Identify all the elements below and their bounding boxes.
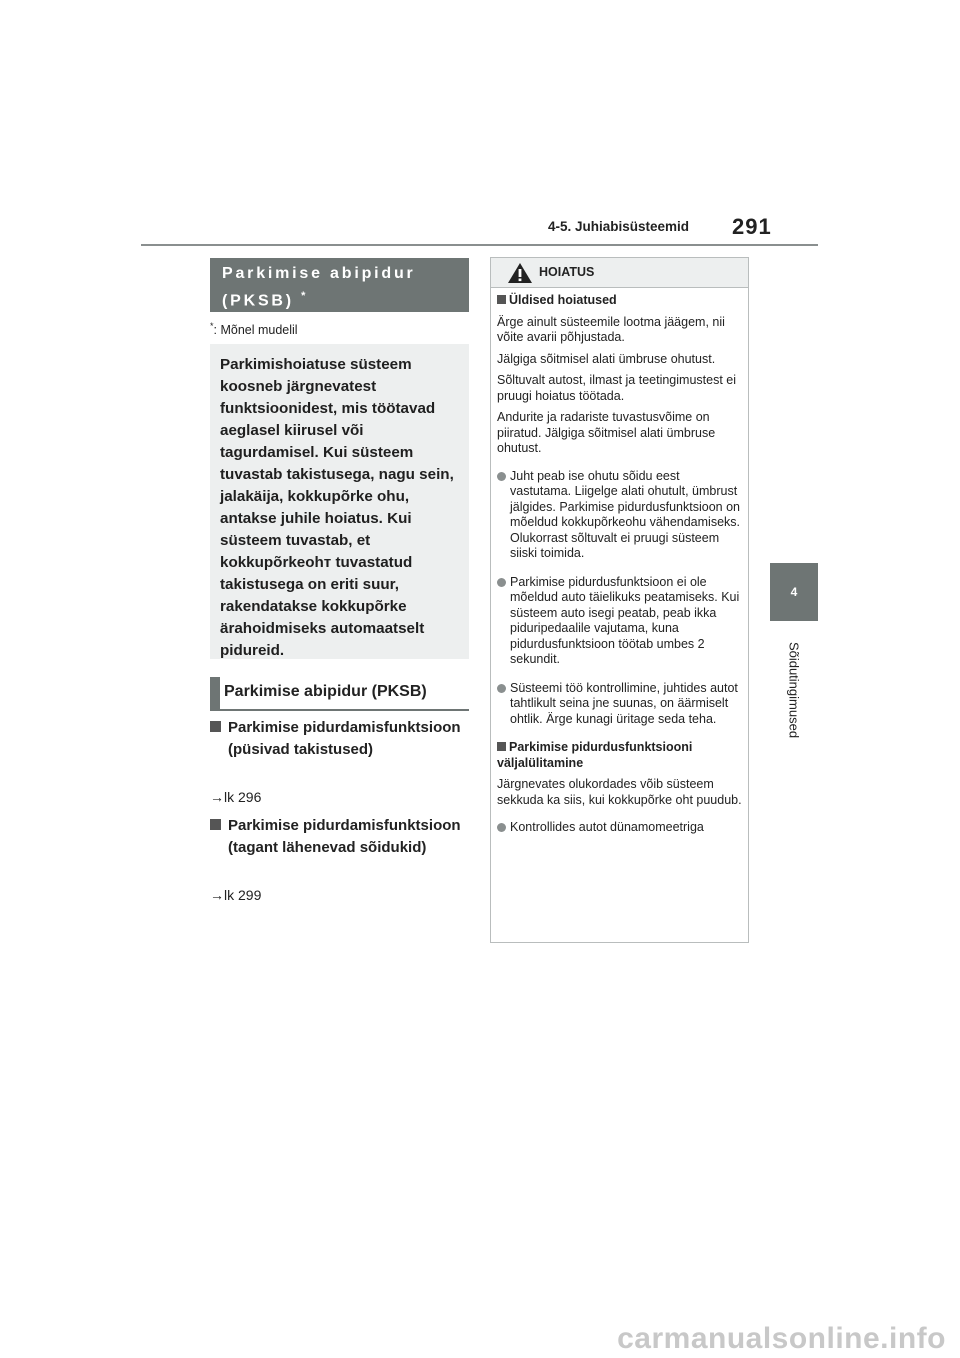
warning-disable-heading (497, 740, 743, 771)
subheading-pksb (210, 677, 469, 711)
warning-paragraph: Jälgiga sõitmisel alati ümbruse ohutust. (497, 351, 716, 366)
square-bullet-icon (210, 819, 221, 830)
warning-bullet-text: Parkimise pidurdusfunktsioon ei ole mõeldud auto täielikuks peatamiseks. Kui süsteem auto isegi peatab, peab ikka piduripedaalile vajutama, kuna pidurdusfunktsioon töötab umbes 2 sekundit. (510, 574, 740, 666)
subsection-title: Parkimise pidurdamisfunktsioon (püsivad takistused) (228, 719, 461, 758)
warning-paragraph: Järgnevates olukordades võib süsteem sekkuda ka siis, kui kokkupõrke oht puudub. (497, 777, 742, 807)
warning-general-heading-text: Üldised hoiatused (509, 293, 617, 307)
intro-box (210, 344, 469, 659)
chapter-number: 4 (790, 585, 798, 599)
header-rule (141, 244, 818, 246)
footnote (210, 321, 298, 337)
subsection-static-obstacles (210, 717, 472, 761)
watermark-text: carmanualsonline.info (617, 1322, 946, 1355)
warning-disable-heading-text: Parkimise pidurdusfunktsiooni väljalülitamine (497, 740, 693, 770)
chapter-tab[interactable] (770, 563, 818, 621)
subheading-text: Parkimise abipidur (PKSB) (224, 683, 427, 700)
warning-bullet (497, 681, 743, 728)
footnote-text: : Mõnel mudelil (213, 323, 298, 338)
heading-bar (210, 677, 220, 709)
footnote-marker: * (210, 321, 214, 331)
page-reference-link[interactable]: →lk 299 (210, 887, 262, 903)
circle-bullet-icon (497, 472, 506, 481)
square-bullet-icon (497, 295, 506, 304)
warning-paragraph: Andurite ja radariste tuvastusvõime on piiratud. Jälgiga sõitmisel alati ümbruse ohutust. (497, 410, 716, 455)
warning-bullet-text: Kontrollides autot dünamomeetriga (510, 820, 704, 834)
heading-line-2: (PKSB) (222, 292, 294, 310)
warning-bullet-text: Juht peab ise ohutu sõidu eest vastutama. Liigelge alati ohutult, ümbrust jälgides. Parkimise pidurdusfunktsioon on mõeldud kokkupõrkeohu vähendamiseks. Olukorrast sõltuvalt ei pruugi süsteem siiski toimida. (510, 468, 740, 560)
heading-line-1: Parkimise abipidur (222, 265, 416, 282)
warning-bullet (497, 575, 743, 668)
square-bullet-icon (210, 721, 221, 732)
circle-bullet-icon (497, 823, 506, 832)
warning-bullet-text: Süsteemi töö kontrollimine, juhtides autot tahtlikult seina jne suunas, on äärmiselt ohtlik. Ärge kunagi üritage seda teha. (510, 680, 738, 726)
warning-body (497, 293, 743, 843)
page-number: 291 (732, 214, 772, 239)
warning-general-heading (497, 293, 743, 309)
warning-title: HOIATUS (539, 265, 595, 279)
square-bullet-icon (497, 742, 506, 751)
circle-bullet-icon (497, 684, 506, 693)
intro-text: Parkimishoiatuse süsteem koosneb järgnevatest funktsioonidest, mis töötavad aeglasel kiirusel või tagurdamisel. Kui süsteem tuvastab takistusega, nagu sein, jalakäija, kokkupõrke ohu, antakse juhile hoiatus. Kui süsteem tuvastab, et kokkupõrkeohт tuvastatud takistusega on eriti suur, rakendatakse kokkupõrke ärahoidmiseks automaatselt pidureid. (220, 356, 454, 659)
watermark (0, 1322, 960, 1358)
page-reference-link[interactable]: →lk 296 (210, 789, 262, 805)
warning-header (491, 258, 748, 288)
warning-bullet (497, 820, 743, 836)
warning-triangle-icon (507, 262, 533, 284)
warning-paragraph: Sõltuvalt autost, ilmast ja teetingimustest ei pruugi hoiatus töötada. (497, 373, 737, 403)
warning-paragraph: Ärge ainult süsteemile lootma jäägem, nii võite avarii põhjustada. (497, 314, 725, 344)
subsection-rear-vehicles (210, 815, 472, 859)
circle-bullet-icon (497, 578, 506, 587)
section-heading-pksb (210, 258, 469, 312)
subsection-title: Parkimise pidurdamisfunktsioon (tagant lähenevad sõidukid) (228, 817, 461, 856)
chapter-title: Sõidutingimused (786, 641, 802, 738)
chapter-title-container (770, 627, 818, 752)
heading-footnote-marker: * (301, 290, 309, 302)
section-label: 4-5. Juhiabisüsteemid (548, 219, 690, 234)
warning-bullet (497, 469, 743, 562)
warning-box (490, 257, 749, 943)
